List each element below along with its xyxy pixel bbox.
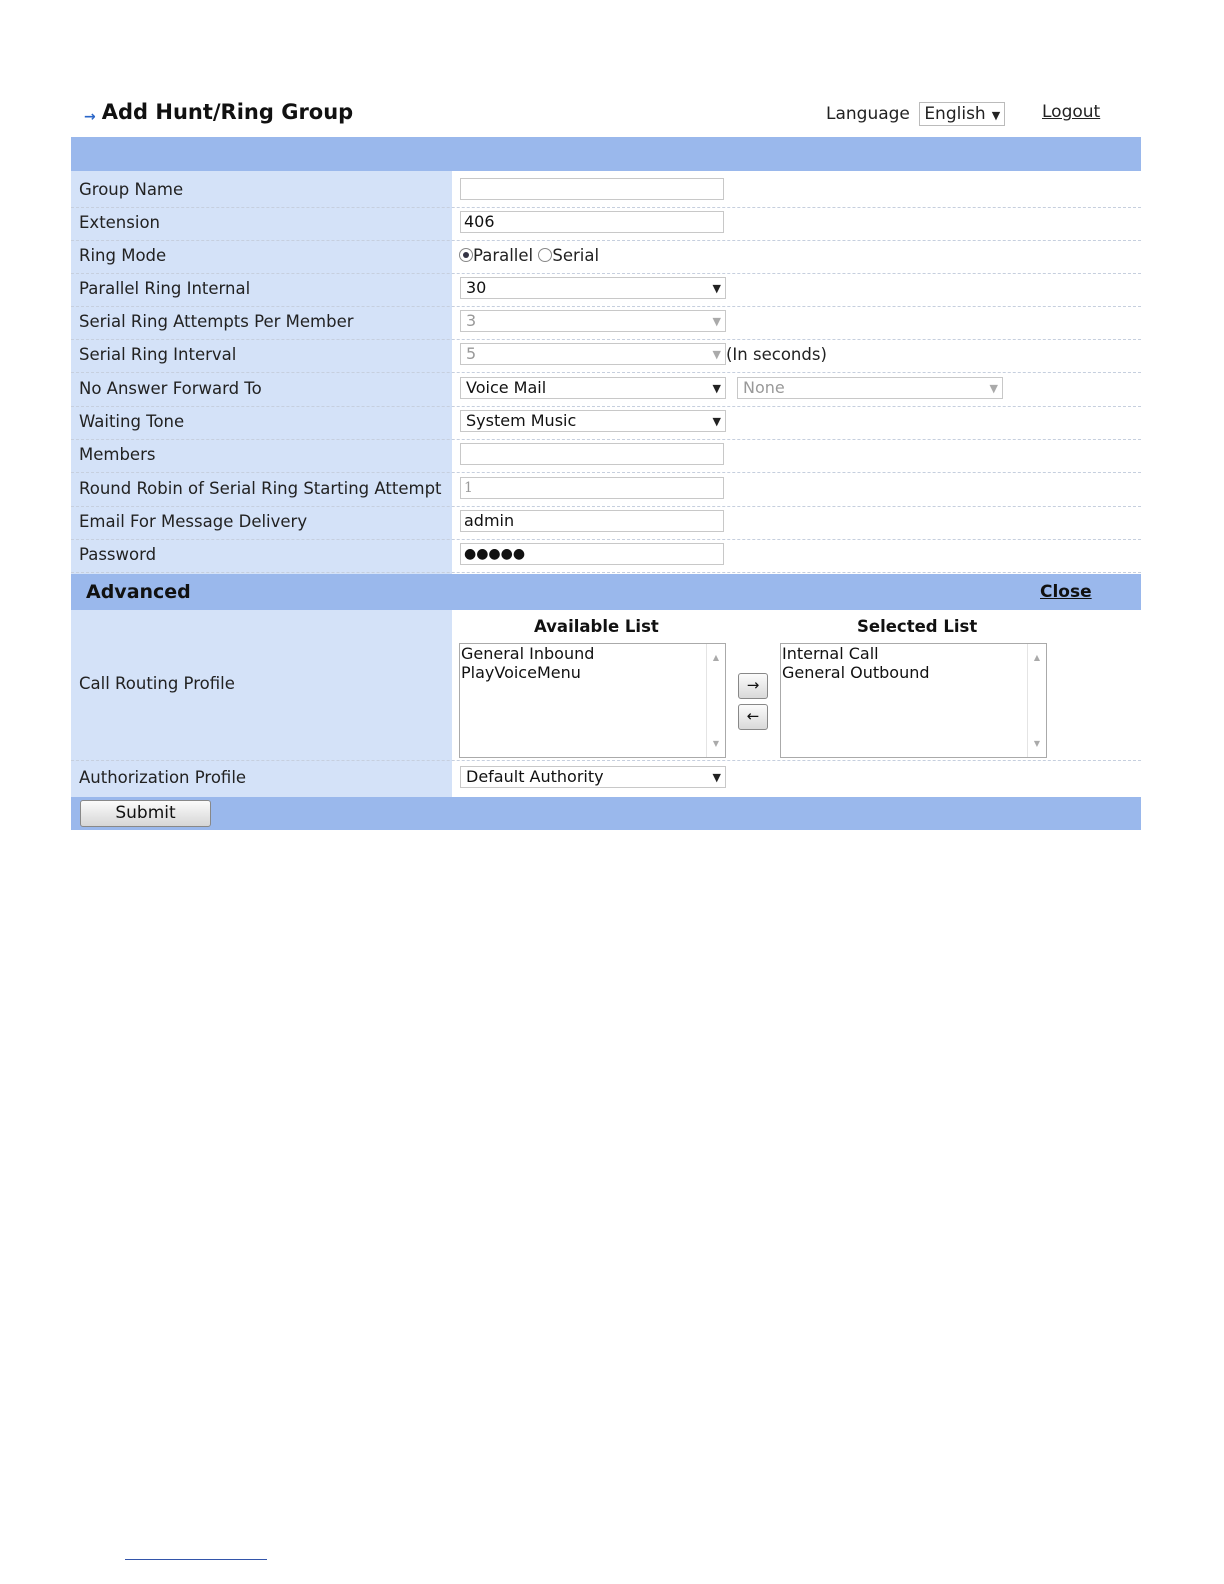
chevron-down-icon: ▼ xyxy=(712,348,721,361)
chevron-down-icon: ▼ xyxy=(712,415,721,428)
serial-ring-interval-suffix: (In seconds) xyxy=(726,345,827,364)
members-label: Members xyxy=(79,445,156,464)
page-title xyxy=(84,100,353,124)
call-routing-label: Call Routing Profile xyxy=(79,674,235,693)
ring-mode-radios xyxy=(459,246,599,265)
authorization-value: Default Authority xyxy=(466,767,604,786)
serial-ring-attempts-value: 3 xyxy=(466,311,477,330)
row-members xyxy=(71,439,1141,473)
chevron-down-icon: ▼ xyxy=(712,315,721,328)
row-extension xyxy=(71,207,1141,241)
serial-ring-attempts-select[interactable] xyxy=(460,310,726,332)
round-robin-input[interactable]: 1 xyxy=(460,477,724,499)
row-authorization xyxy=(71,760,1141,797)
list-item[interactable]: General Outbound xyxy=(782,663,930,682)
scroll-down-icon[interactable]: ▼ xyxy=(1033,739,1041,748)
ring-mode-label: Ring Mode xyxy=(79,246,167,265)
row-password xyxy=(71,539,1141,573)
serial-ring-interval-label: Serial Ring Interval xyxy=(79,345,237,364)
radio-parallel-label: Parallel xyxy=(473,246,534,265)
row-serial-ring-interval xyxy=(71,339,1141,373)
email-label: Email For Message Delivery xyxy=(79,512,308,531)
footnote-rule xyxy=(125,1559,267,1560)
arrow-icon: → xyxy=(84,109,96,125)
waiting-tone-select[interactable] xyxy=(460,410,726,432)
language-select[interactable] xyxy=(919,102,1005,126)
move-left-button[interactable]: ← xyxy=(738,704,768,730)
round-robin-label: Round Robin of Serial Ring Starting Attempt xyxy=(79,479,442,498)
row-ring-mode xyxy=(71,240,1141,274)
row-no-answer-forward xyxy=(71,373,1141,407)
footer-bar xyxy=(71,797,1141,830)
parallel-ring-internal-label: Parallel Ring Internal xyxy=(79,279,251,298)
radio-parallel[interactable] xyxy=(459,248,473,262)
page-header xyxy=(72,100,1142,132)
row-group-name xyxy=(71,174,1141,208)
scroll-down-icon[interactable]: ▼ xyxy=(712,739,720,748)
list-item[interactable]: General Inbound xyxy=(461,644,595,663)
submit-button[interactable]: Submit xyxy=(80,800,211,827)
radio-serial-label: Serial xyxy=(552,246,600,265)
row-email xyxy=(71,506,1141,540)
members-input[interactable] xyxy=(460,443,724,465)
group-name-input[interactable] xyxy=(460,178,724,200)
move-right-button[interactable]: → xyxy=(738,673,768,699)
row-call-routing xyxy=(71,610,1141,761)
chevron-down-icon: ▼ xyxy=(989,382,998,395)
waiting-tone-value: System Music xyxy=(466,411,577,430)
page-title-text: Add Hunt/Ring Group xyxy=(101,100,354,124)
chevron-down-icon: ▼ xyxy=(712,382,721,395)
row-serial-ring-attempts xyxy=(71,306,1141,340)
no-answer-forward-select[interactable] xyxy=(460,377,726,399)
no-answer-forward-label: No Answer Forward To xyxy=(79,379,262,398)
advanced-close-link[interactable]: Close xyxy=(1040,582,1092,602)
group-name-label: Group Name xyxy=(79,180,184,199)
advanced-title: Advanced xyxy=(86,581,191,603)
serial-ring-interval-select[interactable] xyxy=(460,343,726,365)
password-input[interactable]: ●●●●● xyxy=(460,543,724,565)
selected-list-title: Selected List xyxy=(857,617,978,636)
scroll-up-icon[interactable]: ▲ xyxy=(1033,653,1041,662)
scroll-up-icon[interactable]: ▲ xyxy=(712,653,720,662)
email-input[interactable]: admin xyxy=(460,510,724,532)
authorization-select[interactable] xyxy=(460,766,726,788)
selected-listbox[interactable] xyxy=(780,643,1047,758)
top-bar xyxy=(71,137,1141,171)
serial-ring-attempts-label: Serial Ring Attempts Per Member xyxy=(79,312,354,331)
language-control xyxy=(826,102,1005,126)
extension-label: Extension xyxy=(79,213,161,232)
list-item[interactable]: Internal Call xyxy=(782,644,879,663)
language-value: English xyxy=(924,104,986,124)
row-parallel-ring-internal xyxy=(71,273,1141,307)
extension-input[interactable]: 406 xyxy=(460,211,724,233)
waiting-tone-label: Waiting Tone xyxy=(79,412,185,431)
available-listbox[interactable] xyxy=(459,643,726,758)
password-label: Password xyxy=(79,545,157,564)
forward-target-select[interactable] xyxy=(737,377,1003,399)
no-answer-forward-value: Voice Mail xyxy=(466,378,547,397)
chevron-down-icon: ▼ xyxy=(712,282,721,295)
scrollbar[interactable] xyxy=(706,644,725,757)
available-list-title: Available List xyxy=(534,617,659,636)
logout-link[interactable]: Logout xyxy=(1042,102,1101,122)
parallel-ring-internal-select[interactable] xyxy=(460,277,726,299)
parallel-ring-internal-value: 30 xyxy=(466,278,487,297)
language-label: Language xyxy=(826,104,910,124)
row-waiting-tone xyxy=(71,406,1141,440)
advanced-bar xyxy=(71,574,1141,610)
scrollbar[interactable] xyxy=(1027,644,1046,757)
authorization-label: Authorization Profile xyxy=(79,768,247,787)
chevron-down-icon: ▼ xyxy=(712,771,721,784)
list-item[interactable]: PlayVoiceMenu xyxy=(461,663,581,682)
form-panel xyxy=(71,137,1141,830)
chevron-down-icon: ▼ xyxy=(991,109,1001,122)
forward-target-value: None xyxy=(743,378,785,397)
radio-serial[interactable] xyxy=(538,248,552,262)
serial-ring-interval-value: 5 xyxy=(466,344,477,363)
row-round-robin xyxy=(71,473,1141,507)
